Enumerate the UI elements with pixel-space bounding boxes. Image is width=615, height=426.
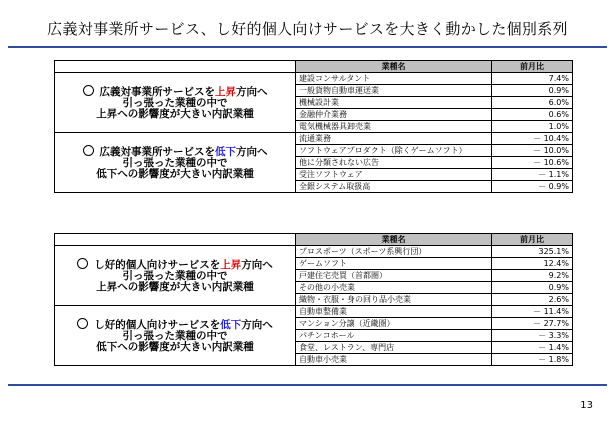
- mom-value-cell: 0.9%: [492, 85, 573, 97]
- description-line-3: 低下への影響度が大きい内訳業種: [96, 168, 254, 180]
- description-line-2: 引っ張った業種の中で: [122, 157, 228, 169]
- circle-bullet-icon: [83, 85, 94, 96]
- group-description: [55, 306, 296, 366]
- mom-value-cell: － 27.7%: [492, 318, 573, 330]
- group-description: [55, 73, 296, 133]
- industry-name-cell: 全銀システム取扱高: [296, 181, 492, 193]
- mom-value-cell: 325.1%: [492, 246, 573, 258]
- industry-name-cell: マンション分譲（近畿圏）: [296, 318, 492, 330]
- industry-name-cell: 金融仲介業務: [296, 109, 492, 121]
- header-mom: 前月比: [492, 61, 573, 73]
- description-line-2: 引っ張った業種の中で: [122, 270, 228, 282]
- description-pre: 広義対事業所サービスを: [99, 86, 215, 98]
- header-rule: [8, 46, 607, 48]
- mom-value-cell: － 1.4%: [492, 342, 573, 354]
- mom-value-cell: － 3.3%: [492, 330, 573, 342]
- industry-name-cell: 流通業務: [296, 133, 492, 145]
- industry-name-cell: 自動車整備業: [296, 306, 492, 318]
- mom-value-cell: － 1.8%: [492, 354, 573, 366]
- header-blank-cell: [55, 61, 296, 73]
- mom-value-cell: － 10.6%: [492, 157, 573, 169]
- personal-services-table: [54, 233, 573, 366]
- mom-value-cell: 9.2%: [492, 270, 573, 282]
- page-title: 広義対事業所サービス、し好的個人向けサービスを大きく動かした個別系列: [47, 20, 568, 38]
- industry-name-cell: その他の小売業: [296, 282, 492, 294]
- mom-value-cell: 0.6%: [492, 109, 573, 121]
- circle-bullet-icon: [77, 318, 88, 329]
- description-line-2: 引っ張った業種の中で: [122, 97, 228, 109]
- direction-highlight: 低下: [220, 319, 242, 331]
- industry-name-cell: プロスポーツ（スポーツ系興行団）: [296, 246, 492, 258]
- mom-value-cell: － 1.1%: [492, 169, 573, 181]
- mom-value-cell: 6.0%: [492, 97, 573, 109]
- description-post: 方向へ: [236, 146, 268, 158]
- page-number: 13: [580, 400, 593, 411]
- industry-name-cell: 受注ソフトウェア: [296, 169, 492, 181]
- table-header-row: [55, 61, 573, 73]
- mom-value-cell: － 10.4%: [492, 133, 573, 145]
- description-post: 方向へ: [236, 86, 268, 98]
- industry-name-cell: 他に分類されない広告: [296, 157, 492, 169]
- description-line-3: 上昇への影響度が大きい内訳業種: [96, 281, 254, 293]
- mom-value-cell: 0.9%: [492, 282, 573, 294]
- description-line-3: 上昇への影響度が大きい内訳業種: [96, 108, 254, 120]
- table-row: [55, 133, 573, 145]
- table-header-row: [55, 234, 573, 246]
- direction-highlight: 上昇: [220, 259, 242, 271]
- mom-value-cell: 2.6%: [492, 294, 573, 306]
- header-industry: 業種名: [296, 61, 492, 73]
- footer-rule: [8, 384, 607, 386]
- industry-name-cell: 織物・衣服・身の回り品小売業: [296, 294, 492, 306]
- table-row: [55, 246, 573, 258]
- description-pre: 広義対事業所サービスを: [99, 146, 215, 158]
- industry-name-cell: 建設コンサルタント: [296, 73, 492, 85]
- business-services-table: [54, 60, 573, 193]
- description-post: 方向へ: [241, 259, 273, 271]
- industry-name-cell: 機械設計業: [296, 97, 492, 109]
- description-line-3: 低下への影響度が大きい内訳業種: [96, 341, 254, 353]
- industry-name-cell: 電気機械器具卸売業: [296, 121, 492, 133]
- circle-bullet-icon: [77, 258, 88, 269]
- direction-highlight: 低下: [215, 146, 236, 158]
- mom-value-cell: － 0.9%: [492, 181, 573, 193]
- header-industry: 業種名: [296, 234, 492, 246]
- description-line-2: 引っ張った業種の中で: [122, 330, 228, 342]
- table-row: [55, 306, 573, 318]
- group-description: [55, 133, 296, 193]
- industry-name-cell: 戸建住宅売買（首都圏）: [296, 270, 492, 282]
- header-blank-cell: [55, 234, 296, 246]
- mom-value-cell: 12.4%: [492, 258, 573, 270]
- mom-value-cell: － 11.4%: [492, 306, 573, 318]
- description-pre: し好的個人向けサービスを: [94, 259, 221, 271]
- description-pre: し好的個人向けサービスを: [94, 319, 221, 331]
- mom-value-cell: 7.4%: [492, 73, 573, 85]
- circle-bullet-icon: [83, 145, 94, 156]
- mom-value-cell: 1.0%: [492, 121, 573, 133]
- industry-name-cell: ゲームソフト: [296, 258, 492, 270]
- industry-name-cell: 自動車小売業: [296, 354, 492, 366]
- industry-name-cell: ソフトウェアプロダクト（除くゲームソフト）: [296, 145, 492, 157]
- group-description: [55, 246, 296, 306]
- industry-name-cell: パチンコホール: [296, 330, 492, 342]
- header-mom: 前月比: [492, 234, 573, 246]
- description-post: 方向へ: [241, 319, 273, 331]
- table-row: [55, 73, 573, 85]
- industry-name-cell: 一般貨物自動車運送業: [296, 85, 492, 97]
- mom-value-cell: － 10.0%: [492, 145, 573, 157]
- direction-highlight: 上昇: [215, 86, 236, 98]
- industry-name-cell: 食堂、レストラン、専門店: [296, 342, 492, 354]
